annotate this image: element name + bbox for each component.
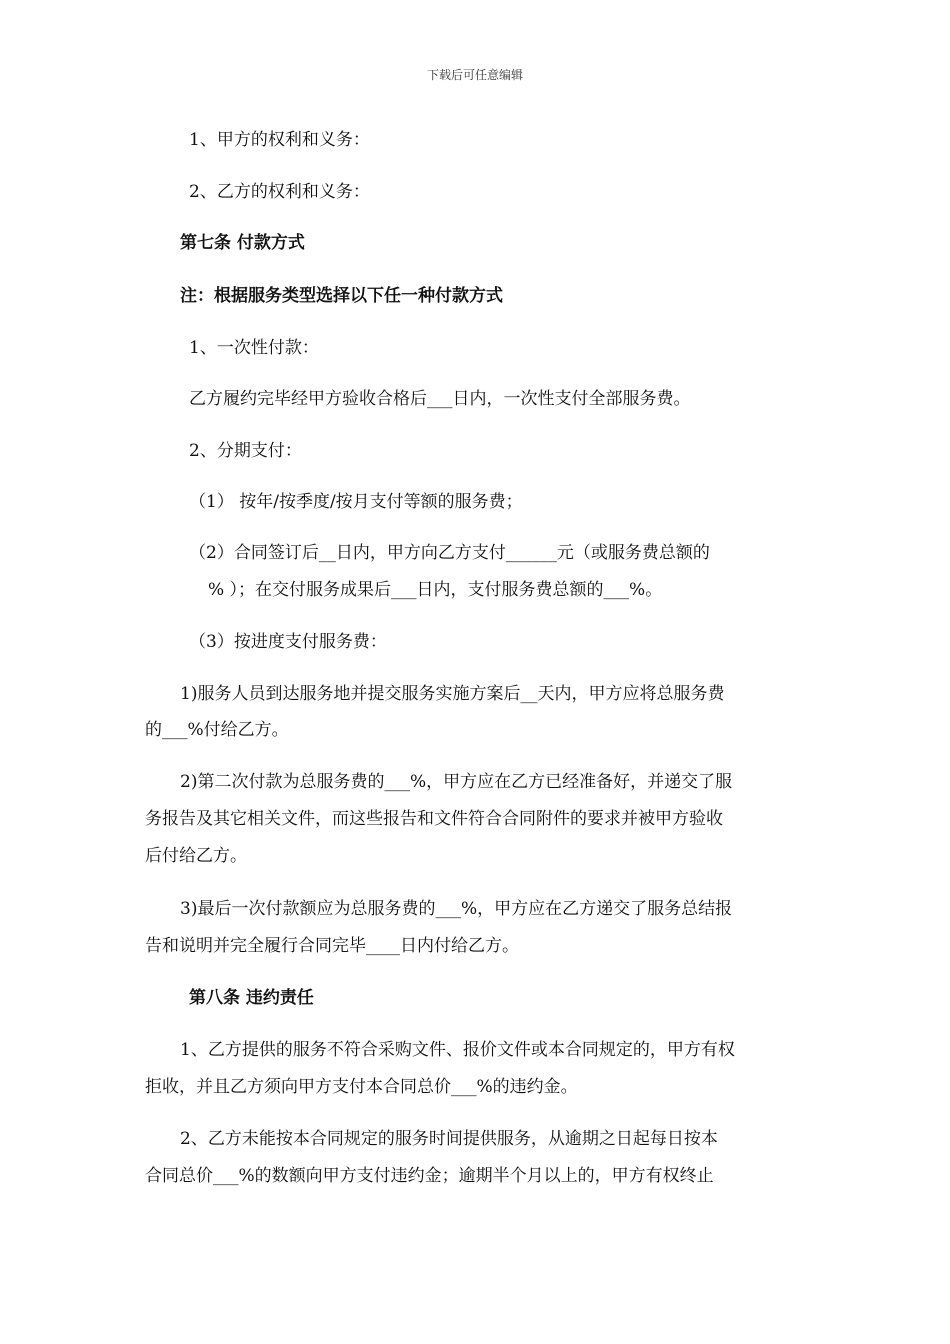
- clause-party-b-rights: 2、乙方的权利和义务：: [189, 182, 370, 202]
- progress-payment-3-line-1: 3)最后一次付款额应为总服务费的___%，甲方应在乙方递交了服务总结报: [180, 899, 733, 919]
- lump-sum-heading: 1、一次性付款：: [189, 338, 319, 358]
- progress-payment-1-line-2: 的___%付给乙方。: [145, 720, 289, 740]
- breach-clause-1-line-2: 拒收，并且乙方须向甲方支付本合同总价___%的违约金。: [145, 1077, 578, 1097]
- progress-payment-3-line-2: 告和说明并完全履行合同完毕____日内付给乙方。: [145, 936, 519, 956]
- installment-heading: 2、分期支付：: [189, 441, 302, 461]
- progress-payment-2-line-3: 后付给乙方。: [145, 846, 247, 866]
- breach-clause-2-line-2: 合同总价___%的数额向甲方支付违约金；逾期半个月以上的，甲方有权终止: [145, 1166, 714, 1186]
- breach-clause-2-line-1: 2、乙方未能按本合同规定的服务时间提供服务，从逾期之日起每日按本: [180, 1129, 718, 1149]
- article-7-heading: 第七条 付款方式: [180, 233, 305, 253]
- article-8-heading: 第八条 违约责任: [189, 988, 314, 1008]
- installment-item-2-line-2: % ）；在交付服务成果后___日内，支付服务费总额的___%。: [208, 580, 663, 600]
- breach-clause-1-line-1: 1、乙方提供的服务不符合采购文件、报价文件或本合同规定的，甲方有权: [180, 1040, 735, 1060]
- progress-payment-2-line-1: 2)第二次付款为总服务费的___%，甲方应在乙方已经准备好，并递交了服: [180, 772, 733, 792]
- lump-sum-text: 乙方履约完毕经甲方验收合格后___日内，一次性支付全部服务费。: [189, 389, 691, 409]
- page-header-note: 下载后可任意编辑: [426, 68, 523, 82]
- installment-item-3: （3）按进度支付服务费：: [189, 632, 387, 652]
- progress-payment-2-line-2: 务报告及其它相关文件，而这些报告和文件符合合同附件的要求并被甲方验收: [145, 809, 723, 829]
- payment-note: 注：根据服务类型选择以下任一种付款方式: [180, 286, 503, 306]
- installment-item-2-line-1: （2）合同签订后__日内，甲方向乙方支付______元（或服务费总额的: [189, 543, 710, 563]
- installment-item-1: （1） 按年/按季度/按月支付等额的服务费；: [189, 492, 523, 512]
- clause-party-a-rights: 1、甲方的权利和义务：: [189, 130, 370, 150]
- progress-payment-1-line-1: 1)服务人员到达服务地并提交服务实施方案后__天内，甲方应将总服务费: [180, 684, 725, 704]
